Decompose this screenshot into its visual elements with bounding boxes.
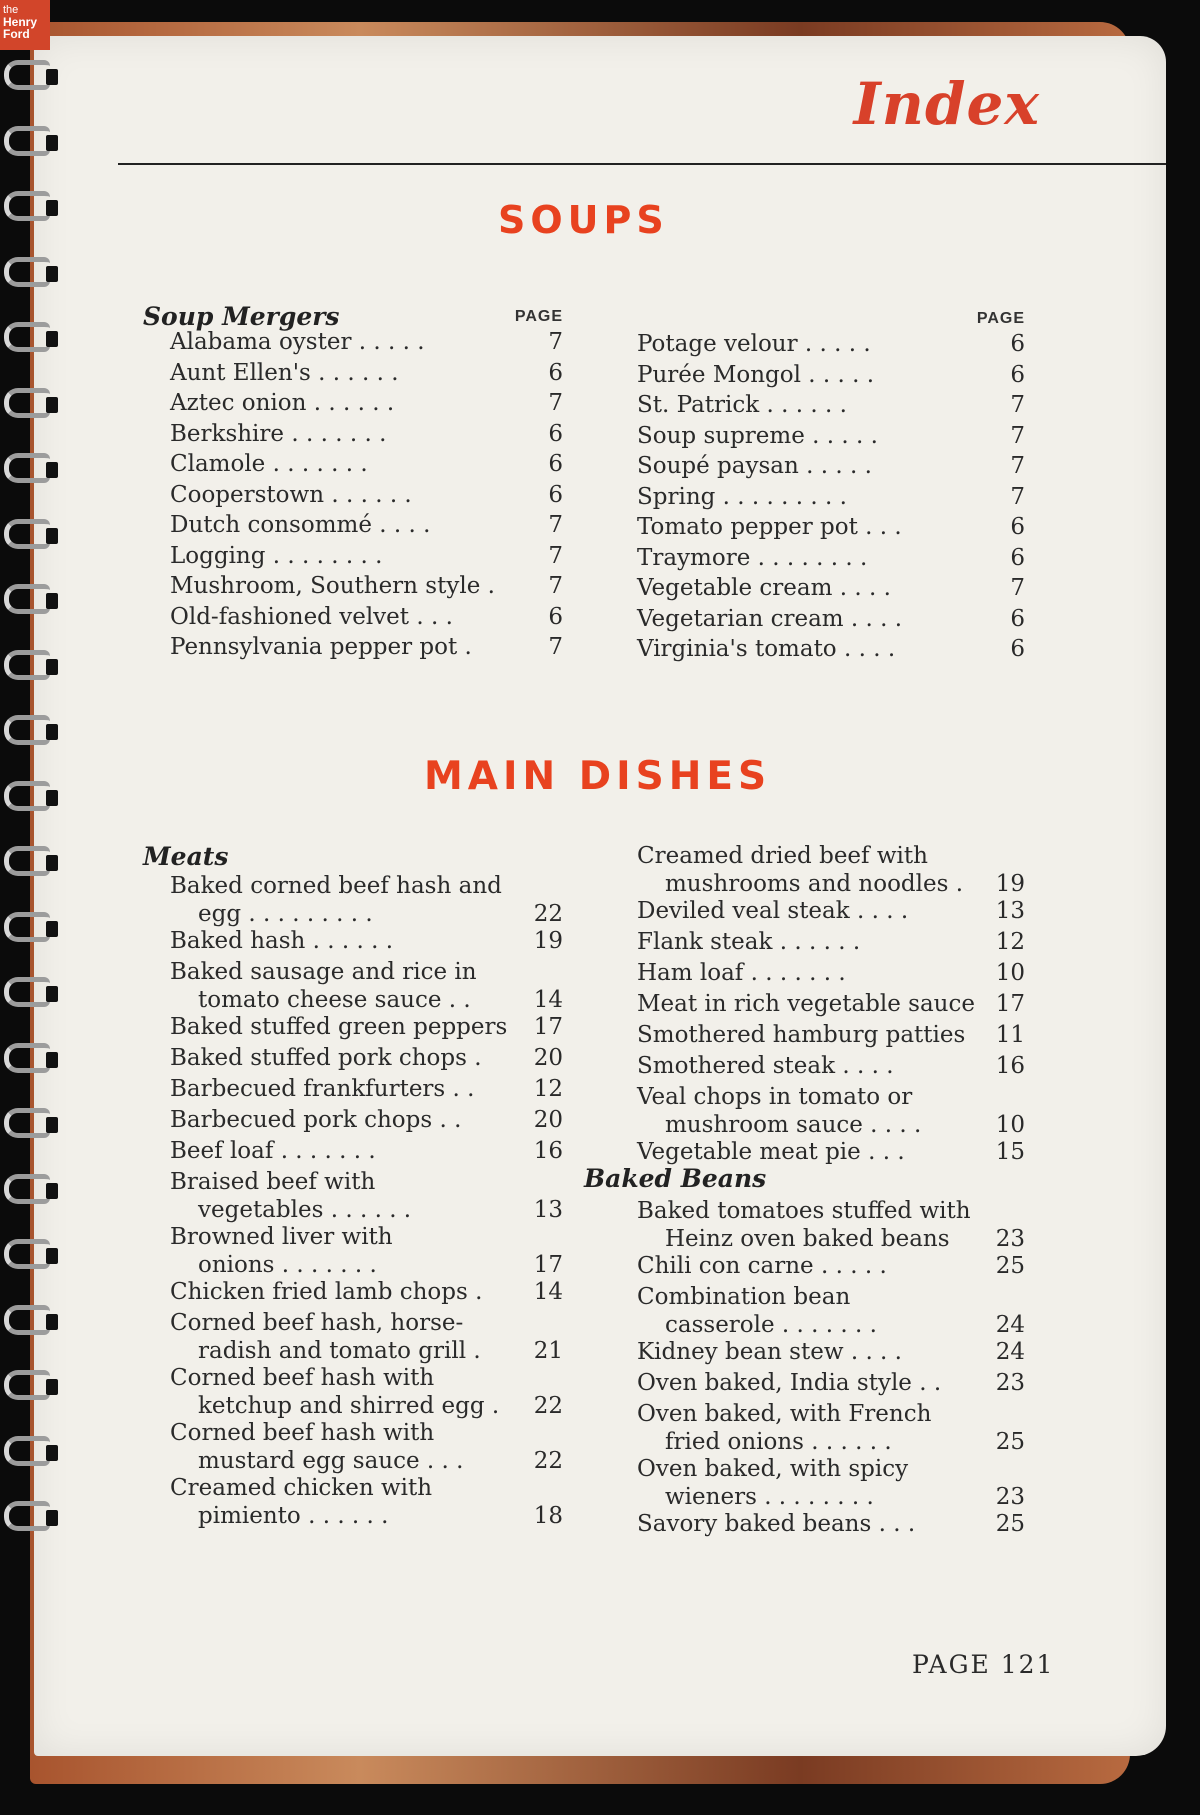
entry-title: Kidney bean stew . . . . xyxy=(637,1339,902,1365)
index-entry xyxy=(143,1223,563,1279)
entry-page-number: 12 xyxy=(995,929,1025,955)
entry-title: Browned liver with xyxy=(170,1224,393,1250)
entry-page-number: 7 xyxy=(1010,422,1025,449)
entry-page-number: 6 xyxy=(1010,514,1025,540)
index-entry xyxy=(143,572,563,600)
entry-page-number: 7 xyxy=(1010,483,1025,510)
index-entry xyxy=(610,1455,1025,1511)
entry-page-number: 6 xyxy=(1010,331,1025,357)
index-entry xyxy=(143,328,563,356)
binding-ring xyxy=(4,1043,50,1073)
index-entry xyxy=(143,872,563,928)
index-entry xyxy=(143,1013,563,1041)
entry-continuation: mushrooms and noodles . xyxy=(665,871,964,897)
index-entry xyxy=(610,1197,1025,1253)
entry-continuation: mushroom sauce . . . . xyxy=(665,1112,922,1138)
entry-title: Oven baked, India style . . xyxy=(637,1370,942,1396)
entry-continuation: ketchup and shirred egg . xyxy=(198,1393,500,1419)
entry-continuation: fried onions . . . . . . xyxy=(665,1429,892,1455)
entry-title: Berkshire . . . . . . . xyxy=(170,420,387,447)
entry-page-number: 10 xyxy=(995,1112,1025,1138)
entry-page-number: 6 xyxy=(1010,636,1025,662)
meats-category: Meats xyxy=(143,842,229,871)
entry-title: Tomato pepper pot . . . xyxy=(637,514,902,540)
entry-page-number: 6 xyxy=(548,359,563,386)
entry-continuation: onions . . . . . . . xyxy=(198,1252,377,1278)
entry-title: Smothered hamburg patties xyxy=(637,1022,966,1048)
entry-title: Chili con carne . . . . . xyxy=(637,1253,887,1279)
binding-ring xyxy=(4,1239,50,1269)
page-column-label-right: PAGE xyxy=(976,310,1025,327)
entry-title: Baked corned beef hash and xyxy=(170,873,502,899)
entry-title: Veal chops in tomato or xyxy=(637,1084,913,1110)
entry-title: Vegetable cream . . . . xyxy=(637,575,891,601)
baked-beans-category: Baked Beans xyxy=(584,1164,767,1193)
entry-title: Baked stuffed green peppers xyxy=(170,1014,508,1040)
entry-title: Beef loaf . . . . . . . xyxy=(170,1138,376,1164)
entry-page-number: 13 xyxy=(995,898,1025,924)
entry-page-number: 16 xyxy=(533,1138,563,1164)
entry-title: Purée Mongol . . . . . xyxy=(637,361,875,388)
entry-page-number: 7 xyxy=(1010,392,1025,418)
index-entry xyxy=(143,511,563,539)
entry-continuation: vegetables . . . . . . xyxy=(198,1197,412,1223)
entry-title: Oven baked, with French xyxy=(637,1401,932,1427)
index-entry xyxy=(143,958,563,1014)
index-entry xyxy=(610,483,1025,511)
entry-page-number: 7 xyxy=(548,634,563,660)
entry-title: Logging . . . . . . . . xyxy=(170,542,383,569)
page-column-label: PAGE xyxy=(514,308,563,325)
entry-page-number: 21 xyxy=(533,1338,563,1364)
entry-page-number: 6 xyxy=(1010,361,1025,388)
entry-page-number: 22 xyxy=(533,901,563,927)
entry-title: Flank steak . . . . . . xyxy=(637,929,861,955)
entry-title: Corned beef hash, horse- xyxy=(170,1310,464,1336)
index-entry xyxy=(610,1083,1025,1139)
entry-page-number: 17 xyxy=(533,1252,563,1278)
entry-page-number: 18 xyxy=(533,1503,563,1529)
entry-page-number: 24 xyxy=(995,1339,1025,1365)
index-entry xyxy=(610,574,1025,602)
entry-page-number: 7 xyxy=(548,512,563,538)
entry-title: Vegetarian cream . . . . xyxy=(637,605,903,632)
binding-ring xyxy=(4,322,50,352)
index-entry xyxy=(143,359,563,387)
binding-ring xyxy=(4,453,50,483)
entry-page-number: 17 xyxy=(533,1014,563,1040)
index-entry xyxy=(143,1419,563,1475)
index-entry xyxy=(610,1052,1025,1080)
entry-page-number: 13 xyxy=(533,1197,563,1223)
entry-title: Soupé paysan . . . . . xyxy=(637,453,872,479)
binding-ring xyxy=(4,1436,50,1466)
index-entry xyxy=(143,1075,563,1103)
binding-ring xyxy=(4,584,50,614)
entry-page-number: 12 xyxy=(533,1076,563,1102)
binding-ring xyxy=(4,191,50,221)
index-entry xyxy=(610,605,1025,633)
binding-ring xyxy=(4,650,50,680)
entry-page-number: 19 xyxy=(995,871,1025,897)
index-entry xyxy=(610,1283,1025,1339)
index-entry xyxy=(143,1309,563,1365)
entry-page-number: 7 xyxy=(548,573,563,599)
index-entry xyxy=(610,1021,1025,1049)
entry-continuation: pimiento . . . . . . xyxy=(198,1503,389,1529)
binding-ring xyxy=(4,388,50,418)
index-entry xyxy=(143,481,563,509)
index-entry xyxy=(143,542,563,570)
entry-continuation: radish and tomato grill . xyxy=(198,1338,481,1364)
entry-page-number: 11 xyxy=(995,1022,1025,1048)
index-entry xyxy=(610,897,1025,925)
logo-line-3: Ford xyxy=(3,27,30,41)
entry-title: Barbecued frankfurters . . xyxy=(170,1076,475,1102)
entry-continuation: mustard egg sauce . . . xyxy=(198,1448,464,1474)
entry-title: Aunt Ellen's . . . . . . xyxy=(170,359,399,386)
index-entry xyxy=(610,1369,1025,1397)
entry-title: Smothered steak . . . . xyxy=(637,1053,894,1079)
entry-title: Corned beef hash with xyxy=(170,1365,435,1391)
entry-page-number: 15 xyxy=(995,1139,1025,1165)
page-number: PAGE 121 xyxy=(912,1650,1055,1679)
entry-title: Aztec onion . . . . . . xyxy=(170,390,395,416)
entry-title: Creamed dried beef with xyxy=(637,843,928,869)
entry-title: Creamed chicken with xyxy=(170,1475,433,1501)
index-entry xyxy=(610,842,1025,898)
binding-ring xyxy=(4,1174,50,1204)
entry-title: Dutch consommé . . . . xyxy=(170,512,431,538)
entry-title: Clamole . . . . . . . xyxy=(170,451,368,477)
entry-page-number: 6 xyxy=(548,603,563,630)
entry-title: Mushroom, Southern style . xyxy=(170,573,495,599)
index-entry xyxy=(610,1510,1025,1538)
logo-line-2: Henry xyxy=(3,15,38,29)
entry-page-number: 23 xyxy=(995,1370,1025,1396)
entry-page-number: 24 xyxy=(995,1312,1025,1338)
entry-title: Corned beef hash with xyxy=(170,1420,435,1446)
index-entry xyxy=(610,391,1025,419)
index-entry xyxy=(610,1400,1025,1456)
index-entry xyxy=(610,513,1025,541)
entry-page-number: 10 xyxy=(995,960,1025,986)
index-entry xyxy=(143,420,563,448)
entry-title: Traymore . . . . . . . . xyxy=(637,544,868,571)
binding-ring xyxy=(4,912,50,942)
entry-title: Combination bean xyxy=(637,1284,851,1310)
entry-title: Barbecued pork chops . . xyxy=(170,1107,462,1133)
index-entry xyxy=(610,928,1025,956)
entry-title: Old-fashioned velvet . . . xyxy=(170,603,453,630)
henry-ford-logo xyxy=(0,0,50,50)
entry-title: Baked stuffed pork chops . xyxy=(170,1045,482,1071)
binding-ring xyxy=(4,1501,50,1531)
page-title: Index xyxy=(853,70,1040,138)
index-entry xyxy=(143,1137,563,1165)
entry-page-number: 25 xyxy=(995,1429,1025,1455)
entry-title: Meat in rich vegetable sauce xyxy=(637,991,975,1017)
index-entry xyxy=(143,1278,563,1306)
entry-title: Soup supreme . . . . . xyxy=(637,422,878,449)
index-entry xyxy=(610,1252,1025,1280)
entry-page-number: 20 xyxy=(533,1045,563,1071)
entry-page-number: 6 xyxy=(548,451,563,477)
entry-page-number: 19 xyxy=(533,928,563,954)
logo-line-1: the xyxy=(3,4,19,16)
entry-page-number: 7 xyxy=(548,542,563,569)
entry-title: Baked sausage and rice in xyxy=(170,959,477,985)
index-entry xyxy=(610,990,1025,1018)
entry-continuation: tomato cheese sauce . . xyxy=(198,987,471,1013)
index-entry xyxy=(610,1338,1025,1366)
entry-title: Baked tomatoes stuffed with xyxy=(637,1198,971,1224)
binding-ring xyxy=(4,257,50,287)
entry-title: Cooperstown . . . . . . xyxy=(170,481,412,508)
entry-title: Deviled veal steak . . . . xyxy=(637,898,909,924)
index-entry xyxy=(610,330,1025,358)
entry-title: Vegetable meat pie . . . xyxy=(637,1139,905,1165)
main-dishes-heading: MAIN DISHES xyxy=(424,754,772,799)
header-rule xyxy=(118,163,1166,165)
index-entry xyxy=(143,1044,563,1072)
entry-page-number: 16 xyxy=(995,1053,1025,1079)
binding-ring xyxy=(4,519,50,549)
entry-page-number: 25 xyxy=(995,1253,1025,1279)
binding-ring xyxy=(4,977,50,1007)
entry-page-number: 14 xyxy=(533,987,563,1013)
entry-page-number: 6 xyxy=(1010,544,1025,571)
entry-title: Braised beef with xyxy=(170,1169,376,1195)
index-entry xyxy=(610,544,1025,572)
entry-title: Spring . . . . . . . . . xyxy=(637,483,847,510)
entry-title: St. Patrick . . . . . . xyxy=(637,392,847,418)
soup-mergers-category: Soup Mergers xyxy=(143,302,340,331)
entry-continuation: wieners . . . . . . . . xyxy=(665,1484,874,1510)
index-entry xyxy=(143,633,563,661)
entry-title: Pennsylvania pepper pot . xyxy=(170,634,472,660)
binding-ring xyxy=(4,846,50,876)
entry-page-number: 7 xyxy=(548,329,563,355)
index-entry xyxy=(610,635,1025,663)
entry-title: Virginia's tomato . . . . xyxy=(637,636,896,662)
spiral-binding xyxy=(0,60,60,1760)
binding-ring xyxy=(4,126,50,156)
entry-title: Chicken fried lamb chops . xyxy=(170,1279,483,1305)
entry-page-number: 7 xyxy=(1010,453,1025,479)
entry-continuation: casserole . . . . . . . xyxy=(665,1312,877,1338)
entry-page-number: 25 xyxy=(995,1511,1025,1537)
entry-page-number: 6 xyxy=(1010,605,1025,632)
binding-ring xyxy=(4,1370,50,1400)
index-entry xyxy=(610,452,1025,480)
entry-page-number: 22 xyxy=(533,1448,563,1474)
index-entry xyxy=(143,1364,563,1420)
entry-continuation: Heinz oven baked beans xyxy=(665,1226,950,1252)
entry-title: Oven baked, with spicy xyxy=(637,1456,909,1482)
index-entry xyxy=(143,927,563,955)
entry-page-number: 6 xyxy=(548,420,563,447)
binding-ring xyxy=(4,1305,50,1335)
index-entry xyxy=(143,1474,563,1530)
entry-page-number: 6 xyxy=(548,481,563,508)
entry-page-number: 20 xyxy=(533,1107,563,1133)
entry-title: Alabama oyster . . . . . xyxy=(170,329,425,355)
entry-page-number: 17 xyxy=(995,991,1025,1017)
entry-page-number: 14 xyxy=(533,1279,563,1305)
binding-ring xyxy=(4,60,50,90)
entry-continuation: egg . . . . . . . . . xyxy=(198,901,373,927)
entry-page-number: 23 xyxy=(995,1226,1025,1252)
binding-ring xyxy=(4,781,50,811)
binding-ring xyxy=(4,1108,50,1138)
entry-title: Savory baked beans . . . xyxy=(637,1511,916,1537)
soups-heading: SOUPS xyxy=(498,198,669,242)
index-entry xyxy=(610,422,1025,450)
index-entry xyxy=(143,389,563,417)
binding-ring xyxy=(4,715,50,745)
index-entry xyxy=(143,450,563,478)
entry-page-number: 7 xyxy=(548,390,563,416)
entry-page-number: 22 xyxy=(533,1393,563,1419)
index-entry xyxy=(610,361,1025,389)
index-entry xyxy=(143,1168,563,1224)
index-entry xyxy=(610,959,1025,987)
index-entry xyxy=(143,603,563,631)
entry-page-number: 23 xyxy=(995,1484,1025,1510)
index-entry xyxy=(143,1106,563,1134)
entry-title: Baked hash . . . . . . xyxy=(170,928,394,954)
entry-title: Potage velour . . . . . xyxy=(637,331,871,357)
entry-page-number: 7 xyxy=(1010,575,1025,601)
entry-title: Ham loaf . . . . . . . xyxy=(637,960,846,986)
index-entry xyxy=(610,1138,1025,1166)
